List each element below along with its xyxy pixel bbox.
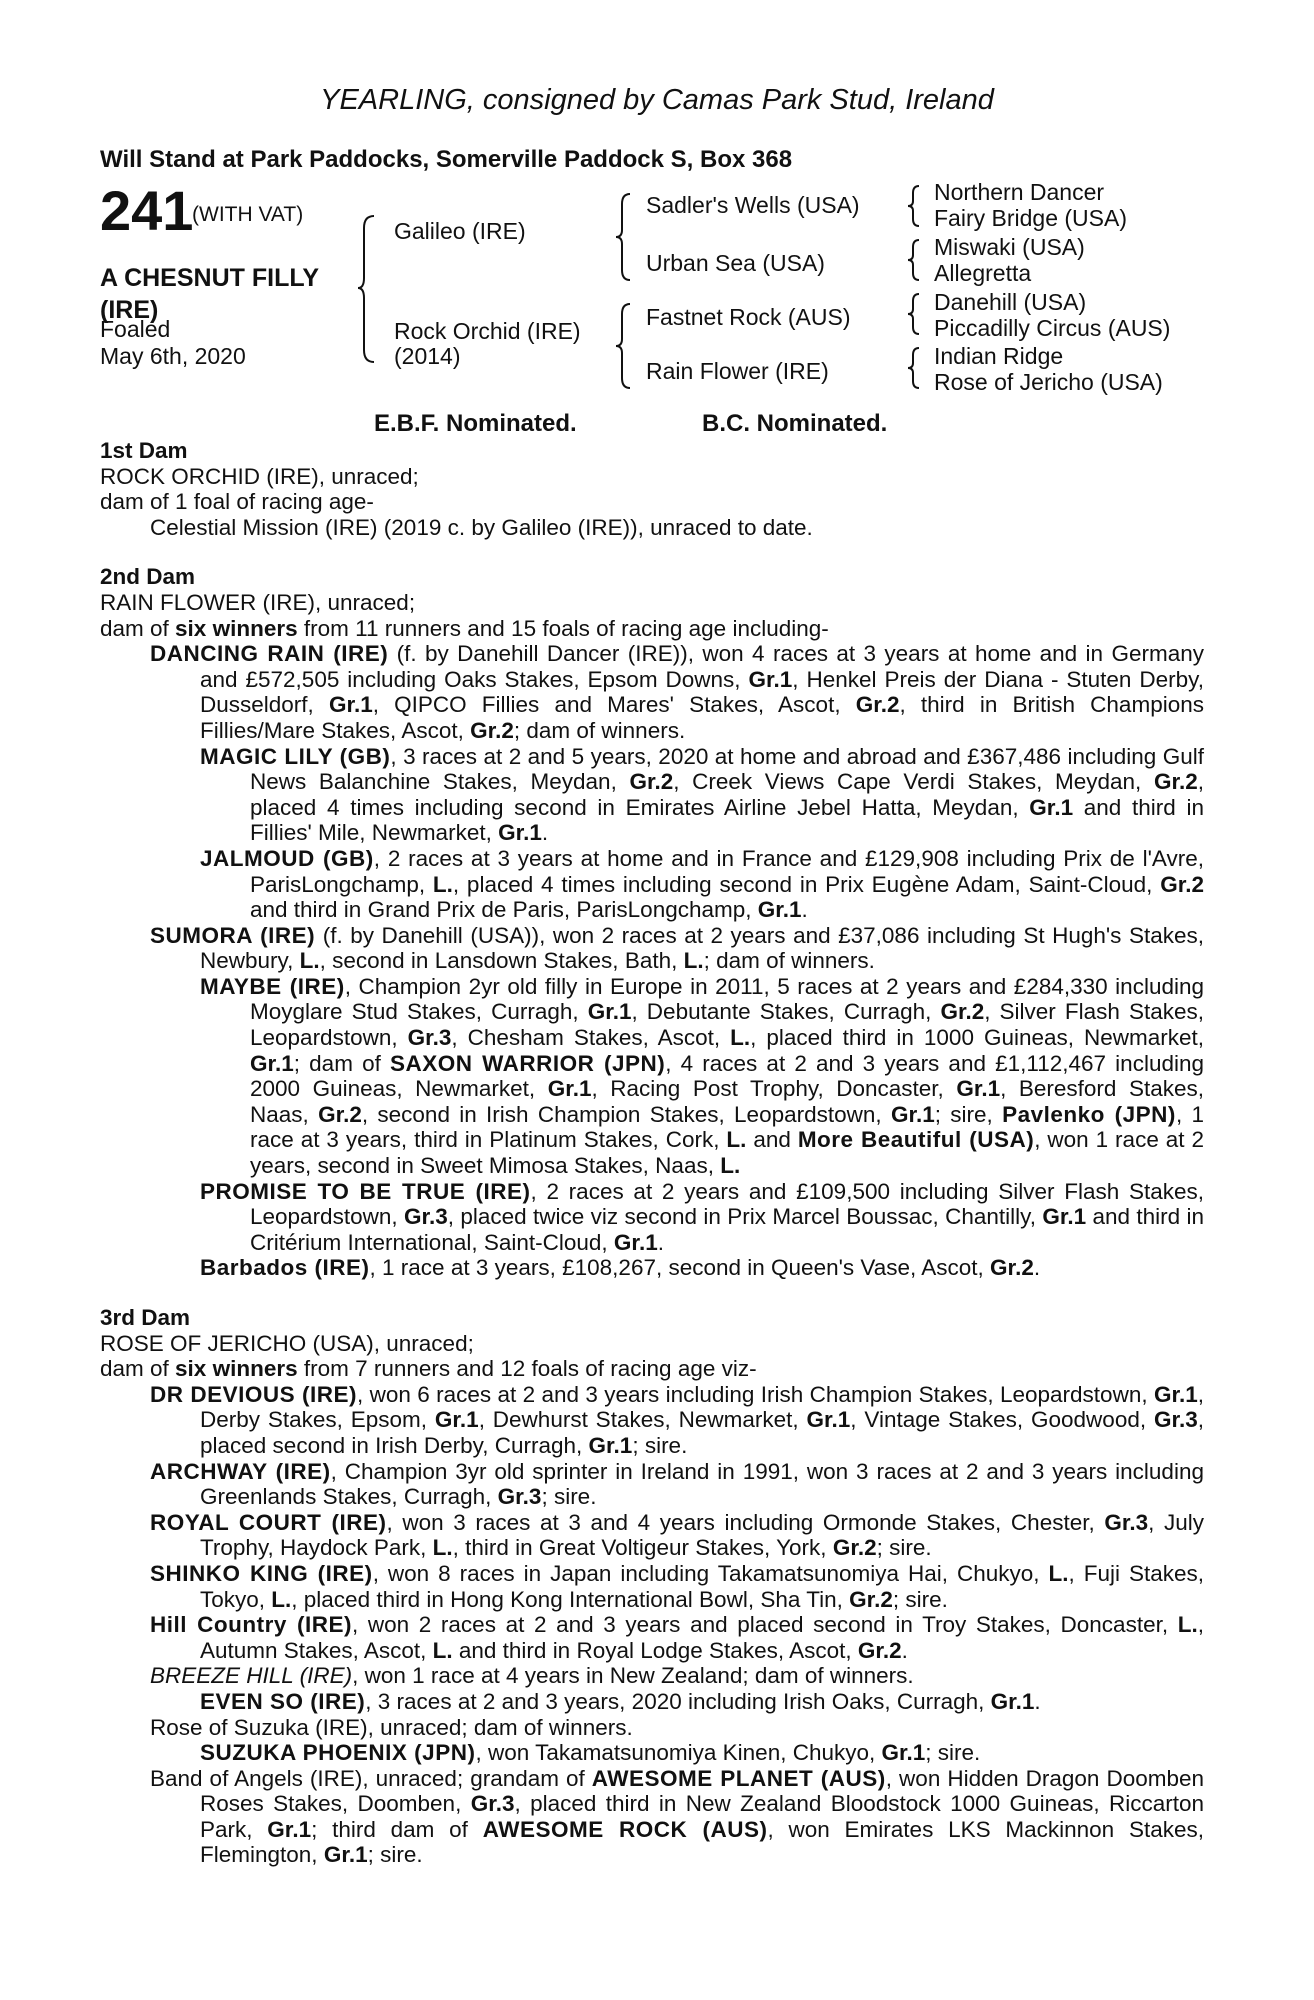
pedigree-gen3: Miswaki (USA) bbox=[934, 234, 1085, 260]
pedigree-brace bbox=[906, 238, 922, 282]
pedigree-entry: Band of Angels (IRE), unraced; grandam of AWESOME PLANET (AUS), won Hidden Dragon Doomben Roses Stakes, Doomben, Gr.3, placed third in New Zealand Bloodstock 1000 Guineas, Riccarton Park, Gr.1; third dam of AWESOME ROCK (AUS), won Emirates LKS Mackinnon Stakes, Flemington, Gr.1; sire. bbox=[150, 1765, 1204, 1868]
pedigree-entry: dam of 1 foal of racing age- bbox=[100, 489, 374, 515]
pedigree-gen3: Northern Dancer bbox=[934, 179, 1105, 205]
vat-note: (WITH VAT) bbox=[192, 203, 304, 226]
pedigree-brace bbox=[356, 214, 380, 364]
pedigree-entry: SUZUKA PHOENIX (JPN), won Takamatsunomiya Kinen, Chukyo, Gr.1; sire. bbox=[200, 1740, 981, 1766]
pedigree-sire: Galileo (IRE) bbox=[394, 218, 526, 244]
pedigree-gen3: Fairy Bridge (USA) bbox=[934, 205, 1127, 231]
pedigree-gen2: Sadler's Wells (USA) bbox=[646, 192, 860, 218]
pedigree-brace bbox=[906, 346, 922, 390]
pedigree-entry: ROYAL COURT (IRE), won 3 races at 3 and 4 years including Ormonde Stakes, Chester, Gr.3, July Trophy, Haydock Park, L., third in Great Voltigeur Stakes, York, Gr.2; sire. bbox=[150, 1509, 1205, 1561]
pedigree-brace bbox=[614, 302, 634, 390]
dam-section-title: 3rd Dam bbox=[100, 1305, 191, 1330]
pedigree-gen3: Allegretta bbox=[934, 260, 1032, 286]
pedigree-entry: MAGIC LILY (GB), 3 races at 2 and 5 years, 2020 at home and abroad and £367,486 including Gulf News Balanchine Stakes, Meydan, Gr.2, Creek Views Cape Verdi Stakes, Meydan, Gr.2, placed 4 times including second in Emirates Airline Jebel Hatta, Meydan, Gr.1 and third in Fillies' Mile, Newmarket, Gr.1. bbox=[200, 743, 1204, 846]
dam-section-title: 1st Dam bbox=[100, 438, 188, 463]
pedigree-entry: PROMISE TO BE TRUE (IRE), 2 races at 2 years and £109,500 including Silver Flash Stakes, Leopardstown, Gr.3, placed twice viz second in Prix Marcel Boussac, Chantilly, Gr.1 and third in Critérium International, Saint-Cloud, Gr.1. bbox=[200, 1178, 1205, 1255]
bc-nomination: B.C. Nominated. bbox=[702, 410, 888, 437]
pedigree-brace bbox=[906, 184, 922, 228]
pedigree-gen3: Indian Ridge bbox=[934, 343, 1064, 369]
pedigree-entry: Rose of Suzuka (IRE), unraced; dam of winners. bbox=[150, 1714, 633, 1740]
pedigree-brace bbox=[614, 192, 634, 282]
foaled-label: Foaled bbox=[100, 316, 171, 342]
ebf-nomination: E.B.F. Nominated. bbox=[374, 410, 577, 437]
pedigree-entry: MAYBE (IRE), Champion 2yr old filly in Europe in 2011, 5 races at 2 years and £284,330 including Moyglare Stud Stakes, Curragh, Gr.1, Debutante Stakes, Curragh, Gr.2, Silver Flash Stakes, Leopardstown, Gr.3, Chesham Stakes, Ascot, L., placed third in 1000 Guineas, Newmarket, Gr.1; dam of SAXON WARRIOR (JPN), 4 races at 2 and 3 years and £1,112,467 including 2000 Guineas, Newmarket, Gr.1, Racing Post Trophy, Doncaster, Gr.1, Beresford Stakes, Naas, Gr.2, second in Irish Champion Stakes, Leopardstown, Gr.1; sire, Pavlenko (JPN), 1 race at 3 years, third in Platinum Stakes, Cork, L. and More Beautiful (USA), won 1 race at 2 years, second in Sweet Mimosa Stakes, Naas, L. bbox=[200, 973, 1205, 1179]
pedigree-entry: Barbados (IRE), 1 race at 3 years, £108,267, second in Queen's Vase, Ascot, Gr.2. bbox=[200, 1255, 1041, 1281]
pedigree-dam-year: (2014) bbox=[394, 343, 461, 369]
pedigree-entry: ARCHWAY (IRE), Champion 3yr old sprinter in Ireland in 1991, won 3 races at 2 and 3 years including Greenlands Stakes, Curragh, Gr.3; sire. bbox=[150, 1458, 1204, 1510]
pedigree-notes bbox=[100, 438, 1204, 1868]
pedigree-entry: JALMOUD (GB), 2 races at 3 years at home and in France and £129,908 including Prix de l'Avre, ParisLongchamp, L., placed 4 times including second in Prix Eugène Adam, Saint-Cloud, Gr.2 and third in Grand Prix de Paris, ParisLongchamp, Gr.1. bbox=[200, 845, 1205, 923]
pedigree-entry: EVEN SO (IRE), 3 races at 2 and 3 years, 2020 including Irish Oaks, Curragh, Gr.1. bbox=[200, 1688, 1041, 1714]
lot-number: 241 bbox=[100, 179, 194, 242]
horse-name: A CHESNUT FILLY bbox=[100, 264, 319, 292]
pedigree-entry: DANCING RAIN (IRE) (f. by Danehill Dancer (IRE)), won 4 races at 3 years at home and in Germany and £572,505 including Oaks Stakes, Epsom Downs, Gr.1, Henkel Preis der Diana - Stuten Derby, Dusseldorf, Gr.1, QIPCO Fillies and Mares' Stakes, Ascot, Gr.2, third in British Champions Fillies/Mare Stakes, Ascot, Gr.2; dam of winners. bbox=[150, 641, 1205, 743]
pedigree-entry: dam of six winners from 11 runners and 15 foals of racing age including- bbox=[100, 615, 829, 641]
pedigree-dam: Rock Orchid (IRE) bbox=[394, 318, 581, 344]
pedigree-gen2: Fastnet Rock (AUS) bbox=[646, 304, 851, 330]
pedigree-entry: SHINKO KING (IRE), won 8 races in Japan including Takamatsunomiya Hai, Chukyo, L., Fuji Stakes, Tokyo, L., placed third in Hong Kong International Bowl, Sha Tin, Gr.2; sire. bbox=[150, 1560, 1204, 1612]
pedigree-gen2: Urban Sea (USA) bbox=[646, 250, 825, 276]
sale-location: Will Stand at Park Paddocks, Somerville Paddock S, Box 368 bbox=[100, 146, 793, 173]
pedigree-gen3: Danehill (USA) bbox=[934, 289, 1087, 315]
pedigree-entry: ROCK ORCHID (IRE), unraced; bbox=[100, 463, 419, 489]
pedigree-entry: ROSE OF JERICHO (USA), unraced; bbox=[100, 1330, 474, 1356]
pedigree-gen3: Piccadilly Circus (AUS) bbox=[934, 315, 1171, 341]
foaled-date: May 6th, 2020 bbox=[100, 343, 246, 369]
pedigree-gen2: Rain Flower (IRE) bbox=[646, 358, 829, 384]
pedigree-entry: BREEZE HILL (IRE), won 1 race at 4 years in New Zealand; dam of winners. bbox=[150, 1663, 914, 1689]
horse-country: (IRE) bbox=[100, 296, 159, 324]
pedigree-brace bbox=[906, 292, 922, 336]
pedigree-entry: Hill Country (IRE), won 2 races at 2 and 3 years and placed second in Troy Stakes, Doncaster, L., Autumn Stakes, Ascot, L. and third in Royal Lodge Stakes, Ascot, Gr.2. bbox=[150, 1612, 1204, 1663]
pedigree-entry: dam of six winners from 7 runners and 12 foals of racing age viz- bbox=[100, 1356, 757, 1382]
pedigree-entry: SUMORA (IRE) (f. by Danehill (USA)), won 2 races at 2 years and £37,086 including St Hugh's Stakes, Newbury, L., second in Lansdown Stakes, Bath, L.; dam of winners. bbox=[150, 922, 1204, 974]
dam-section-title: 2nd Dam bbox=[100, 564, 196, 590]
page-header: YEARLING, consigned by Camas Park Stud, Ireland bbox=[320, 84, 994, 116]
pedigree-entry: RAIN FLOWER (IRE), unraced; bbox=[100, 589, 416, 615]
pedigree-entry: DR DEVIOUS (IRE), won 6 races at 2 and 3 years including Irish Champion Stakes, Leopardstown, Gr.1, Derby Stakes, Epsom, Gr.1, Dewhurst Stakes, Newmarket, Gr.1, Vintage Stakes, Goodwood, Gr.3, placed second in Irish Derby, Curragh, Gr.1; sire. bbox=[150, 1381, 1204, 1458]
pedigree-entry: Celestial Mission (IRE) (2019 c. by Galileo (IRE)), unraced to date. bbox=[150, 514, 813, 540]
pedigree-gen3: Rose of Jericho (USA) bbox=[934, 369, 1163, 395]
